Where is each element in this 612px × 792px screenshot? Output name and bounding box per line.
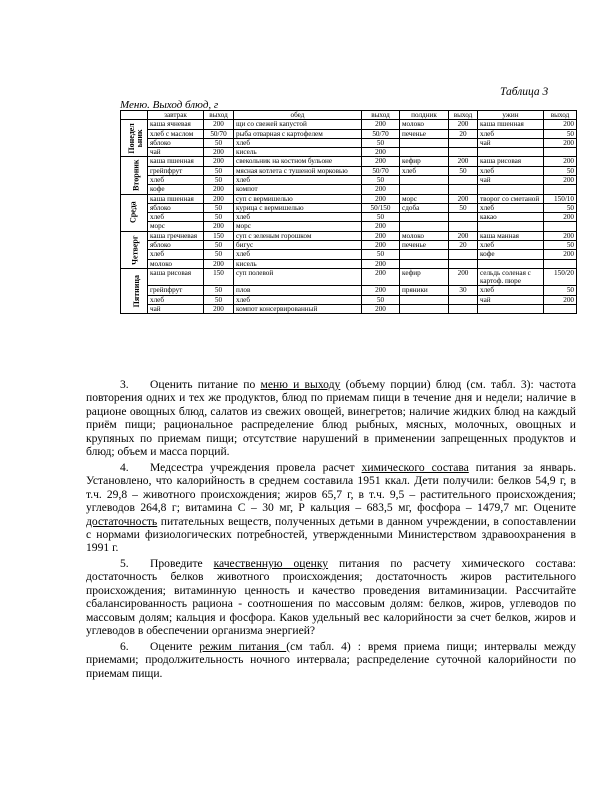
portion-cell: 50 [544,240,577,249]
header-cell: завтрак [148,111,204,120]
dish-cell: плов [234,286,362,295]
dish-cell: каша рисовая [478,157,544,166]
portion-cell: 200 [544,295,577,304]
portion-cell: 50 [362,138,400,147]
paragraph-4: 4. Медсестра учреждения провела расчет химического состава питания за январь. Установлено, что калорийность в среднем составила 1951 ккал. Дети получили: белков 54,9 г, в т.ч. 29,8 – животного происхождения; жиров 65,7 г, в т.ч. 9,5 – растительного происхождения; углеводов 264,8 г; витамина С – 30 мг, Р кальция – 683,5 мг, фосфора – 1479,7 мг. Оцените достаточность питательных веществ, полученных детьми в данном учреждении, в сопоставлении с нормами физиологических потребностей, утвержденными Министерством здравоохранения в 1991 г. [86,460,576,555]
day-label-line: Понедел [126,123,136,154]
portion-cell: 50 [204,240,234,249]
portion-cell: 50 [204,213,234,222]
dish-cell: каша пшенная [148,194,204,203]
portion-cell: 200 [362,259,400,268]
dish-cell [400,138,449,147]
portion-cell: 200 [544,213,577,222]
dish-cell: хлеб с маслом [148,129,204,138]
portion-cell [449,222,478,231]
dish-cell: чай [148,148,204,157]
portion-cell: 200 [204,194,234,203]
portion-cell: 200 [204,259,234,268]
table-row [121,185,577,194]
portion-cell [544,222,577,231]
header-cell: ужин [478,111,544,120]
dish-cell: компот консервированный [234,304,362,313]
portion-cell: 200 [362,194,400,203]
menu-table-header [121,111,577,120]
table-row [121,231,577,240]
dish-cell: пряники [400,286,449,295]
menu-title: Меню. Выход блюд, г [120,99,219,111]
portion-cell: 50 [544,203,577,212]
dish-cell: хлеб [234,175,362,184]
portion-cell [449,213,478,222]
dish-cell: кисель [234,259,362,268]
portion-cell: 50/70 [362,166,400,175]
dish-cell: грейпфрут [148,286,204,295]
dish-cell [478,304,544,313]
portion-cell: 200 [362,304,400,313]
paragraph-5: 5. Проведите качественную оценку питания по расчету химического состава: достаточность белков животного происхождения; достаточность жиров растительного происхождения; витаминную ценность и качество проведения витаминизации. Рассчитайте сбалансированность рациона - соотношения по массовым долям: белков, жиров, углеводов по массовым долям; кальция и фосфора. Каков удельный вес калорийности за счет белков, жиров и углеводов в обеспечении организма энергией? [86,556,576,638]
dish-cell: какао [478,213,544,222]
table-row [121,250,577,259]
dish-cell: каша пшенная [478,120,544,129]
dish-cell: хлеб [478,203,544,212]
dish-cell: кефир [400,268,449,286]
portion-cell: 50 [362,250,400,259]
dish-cell: хлеб [148,250,204,259]
portion-cell [449,250,478,259]
portion-cell: 200 [544,250,577,259]
dish-cell [400,259,449,268]
dish-cell [478,185,544,194]
header-cell: выход [449,111,478,120]
dish-cell: сдоба [400,203,449,212]
dish-cell: хлеб [234,295,362,304]
dish-cell: суп с зеленым горошком [234,231,362,240]
dish-cell: сельдь соленая с картоф. пюре [478,268,544,286]
portion-cell: 50 [204,175,234,184]
dish-cell [400,295,449,304]
portion-cell: 200 [449,194,478,203]
portion-cell [544,148,577,157]
header-cell: выход [362,111,400,120]
dish-cell: грейпфрут [148,166,204,175]
dish-cell: молоко [400,120,449,129]
header-cell: выход [204,111,234,120]
dish-cell: курица с вермишелью [234,203,362,212]
portion-cell: 200 [544,157,577,166]
dish-cell: морс [148,222,204,231]
day-label [121,194,148,231]
day-label-line: ьник [135,129,145,148]
dish-cell: яблоко [148,138,204,147]
day-label [121,120,148,157]
table-row [121,268,577,286]
portion-cell: 50 [204,250,234,259]
dish-cell: кисель [234,148,362,157]
day-label-line: Среда [128,201,138,224]
portion-cell: 50 [449,203,478,212]
table-row [121,286,577,295]
table-row [121,194,577,203]
dish-cell: чай [478,175,544,184]
portion-cell: 50 [544,129,577,138]
portion-cell: 50 [204,286,234,295]
header-cell: обед [234,111,362,120]
portion-cell: 200 [449,231,478,240]
portion-cell: 200 [544,138,577,147]
portion-cell: 200 [362,185,400,194]
dish-cell: чай [478,295,544,304]
header-cell: полдник [400,111,449,120]
dish-cell: каша манная [478,231,544,240]
portion-cell [449,295,478,304]
portion-cell [449,259,478,268]
dish-cell: печенье [400,240,449,249]
table-row [121,304,577,313]
dish-cell: хлеб [234,250,362,259]
dish-cell: суп с вермишелью [234,194,362,203]
portion-cell: 200 [362,268,400,286]
portion-cell [449,304,478,313]
day-label [121,157,148,194]
portion-cell: 200 [204,120,234,129]
task-text [86,378,576,682]
dish-cell: рыба отварная с картофелем [234,129,362,138]
portion-cell: 150/20 [544,268,577,286]
dish-cell: морс [234,222,362,231]
portion-cell: 200 [204,222,234,231]
portion-cell: 200 [362,157,400,166]
portion-cell: 30 [449,286,478,295]
portion-cell: 200 [204,148,234,157]
portion-cell: 200 [204,157,234,166]
dish-cell: суп полевой [234,268,362,286]
paragraph-3: 3. Оценить питание по меню и выходу (объему порции) блюд (см. табл. 3): частота повторения одних и тех же продуктов, блюд по приемам пищи в течение дня и недели; наличие в рационе овощных блюд, салатов из свежих овощей, винегретов; наличие жидких блюд на каждый приём пищи; рациональное распределение блюд рыбных, мясных, молочных, овощных и крупяных по приемам пищи; отсутствие нарушений в применении запрещенных продуктов и блюд; объем и масса порций. [86,378,576,459]
table-row [121,213,577,222]
portion-cell: 150/10 [544,194,577,203]
dish-cell [478,148,544,157]
dish-cell [400,304,449,313]
dish-cell: каша пшенная [148,157,204,166]
portion-cell: 50 [544,286,577,295]
portion-cell: 200 [362,148,400,157]
dish-cell: хлеб [148,295,204,304]
dish-cell [400,222,449,231]
dish-cell: хлеб [478,286,544,295]
dish-cell: хлеб [478,166,544,175]
header-cell [121,111,148,120]
portion-cell: 50 [362,213,400,222]
table-row [121,222,577,231]
portion-cell: 200 [544,175,577,184]
dish-cell [400,185,449,194]
table-row [121,138,577,147]
table-number-label: Таблица 3 [500,86,549,98]
portion-cell [544,185,577,194]
dish-cell: морс [400,194,449,203]
portion-cell [544,259,577,268]
dish-cell: хлеб [148,175,204,184]
table-row [121,166,577,175]
dish-cell: компот [234,185,362,194]
portion-cell: 50/70 [204,129,234,138]
dish-cell: свекольник на костном бульоне [234,157,362,166]
dish-cell: кефир [400,157,449,166]
portion-cell: 200 [544,231,577,240]
dish-cell: кофе [478,250,544,259]
dish-cell [478,222,544,231]
dish-cell: щи со свежей капустой [234,120,362,129]
portion-cell: 200 [362,231,400,240]
dish-cell: кофе [148,185,204,194]
portion-cell: 200 [204,304,234,313]
portion-cell [544,304,577,313]
portion-cell: 200 [204,185,234,194]
dish-cell: хлеб [478,129,544,138]
dish-cell: чай [148,304,204,313]
portion-cell: 200 [362,222,400,231]
menu-table [120,110,577,314]
dish-cell [478,259,544,268]
portion-cell [449,175,478,184]
portion-cell [449,138,478,147]
dish-cell: хлеб [148,213,204,222]
dish-cell: хлеб [234,213,362,222]
portion-cell: 150 [204,268,234,286]
dish-cell: чай [478,138,544,147]
table-row [121,203,577,212]
portion-cell: 50/150 [362,203,400,212]
day-label [121,231,148,268]
portion-cell: 200 [544,120,577,129]
portion-cell: 50 [204,166,234,175]
table-row [121,148,577,157]
dish-cell: яблоко [148,203,204,212]
day-label-line: Пятница [131,274,141,308]
portion-cell: 150 [204,231,234,240]
header-cell: выход [544,111,577,120]
day-label [121,268,148,313]
dish-cell: каша ячневая [148,120,204,129]
table-row [121,129,577,138]
dish-cell: бигус [234,240,362,249]
dish-cell: молоко [400,231,449,240]
portion-cell: 200 [449,120,478,129]
portion-cell: 20 [449,240,478,249]
dish-cell: молоко [148,259,204,268]
dish-cell: каша рисовая [148,268,204,286]
dish-cell [400,250,449,259]
dish-cell: хлеб [234,138,362,147]
dish-cell: печенье [400,129,449,138]
portion-cell: 200 [362,120,400,129]
portion-cell: 200 [449,157,478,166]
table-row [121,259,577,268]
portion-cell: 200 [362,240,400,249]
dish-cell: каша гречневая [148,231,204,240]
portion-cell: 200 [362,286,400,295]
table-row [121,240,577,249]
day-label-line: Четверг [130,235,140,265]
dish-cell: мясная котлета с тушеной морковью [234,166,362,175]
portion-cell: 50 [449,166,478,175]
dish-cell [400,175,449,184]
table-row [121,157,577,166]
dish-cell: хлеб [478,240,544,249]
day-label-line: Вторник [131,159,141,192]
dish-cell: творог со сметаной [478,194,544,203]
dish-cell [400,213,449,222]
table-row [121,120,577,129]
portion-cell: 50 [204,295,234,304]
portion-cell: 50 [362,175,400,184]
portion-cell: 50 [204,138,234,147]
portion-cell [449,148,478,157]
table-row [121,175,577,184]
portion-cell: 50 [204,203,234,212]
portion-cell: 50 [544,166,577,175]
portion-cell: 50 [362,295,400,304]
dish-cell: яблоко [148,240,204,249]
portion-cell [449,185,478,194]
portion-cell: 20 [449,129,478,138]
dish-cell [400,148,449,157]
dish-cell: хлеб [400,166,449,175]
paragraph-6: 6. Оцените режим питания (см табл. 4) : время приема пищи; интервалы между приемами; продолжительность ночного интервала; распределение суточной калорийности по приемам пищи. [86,639,577,680]
portion-cell: 50/70 [362,129,400,138]
portion-cell: 200 [449,268,478,286]
table-row [121,295,577,304]
